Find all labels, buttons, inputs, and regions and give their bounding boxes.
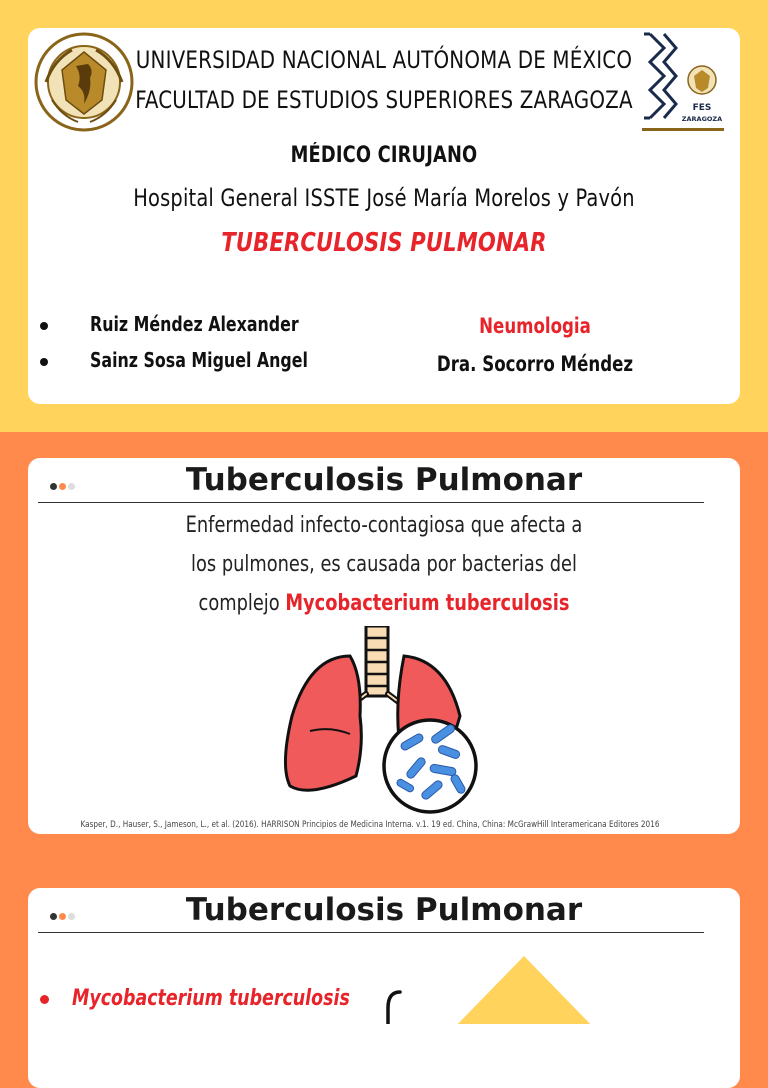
faculty-name: FACULTAD DE ESTUDIOS SUPERIORES ZARAGOZA bbox=[135, 86, 633, 114]
university-name: UNIVERSIDAD NACIONAL AUTÓNOMA DE MÉXICO bbox=[135, 46, 633, 74]
definition-line-1: Enfermedad infecto-contagiosa que afecta a bbox=[185, 513, 583, 538]
fes-logo-line2: ZARAGOZA bbox=[681, 115, 723, 123]
title-divider bbox=[38, 502, 704, 503]
bacteria-name: Mycobacterium tuberculosis bbox=[285, 591, 570, 616]
bracket-icon bbox=[378, 988, 408, 1024]
bacteria-bullet: Mycobacterium tuberculosis bbox=[72, 986, 350, 1011]
author-name: Sainz Sosa Miguel Angel bbox=[90, 348, 308, 372]
fes-logo-line1: FES bbox=[692, 103, 712, 113]
slide1-title: Tuberculosis Pulmonar bbox=[185, 462, 583, 498]
career-name: MÉDICO CIRUJANO bbox=[290, 143, 478, 168]
doctor-name: Dra. Socorro Méndez bbox=[436, 352, 634, 376]
lungs-with-bacteria-icon bbox=[270, 626, 500, 816]
triangle-icon bbox=[448, 956, 598, 1024]
topic-title: TUBERCULOSIS PULMONAR bbox=[221, 228, 547, 258]
citation-text: Kasper, D., Hauser, S., Jameson, L., et al. (2016). HARRISON Principios de Medicina Interna. v.1. 19 ed. China, China: McGrawHill Interamericana Editores 2016 bbox=[80, 820, 660, 830]
slide2-title: Tuberculosis Pulmonar bbox=[185, 892, 583, 928]
definition-prefix: complejo bbox=[198, 591, 280, 616]
author-name: Ruiz Méndez Alexander bbox=[90, 312, 299, 336]
bullet-icon bbox=[40, 358, 48, 366]
department-name: Neumologia bbox=[479, 314, 591, 338]
title-divider bbox=[38, 932, 704, 933]
bullet-icon bbox=[40, 995, 49, 1004]
bullet-icon bbox=[40, 322, 48, 330]
definition-line-2: los pulmones, es causada por bacterias del bbox=[191, 552, 577, 577]
definition-line-3 bbox=[38, 591, 729, 616]
hospital-name: Hospital General ISSTE José María Morelos y Pavón bbox=[133, 184, 635, 212]
